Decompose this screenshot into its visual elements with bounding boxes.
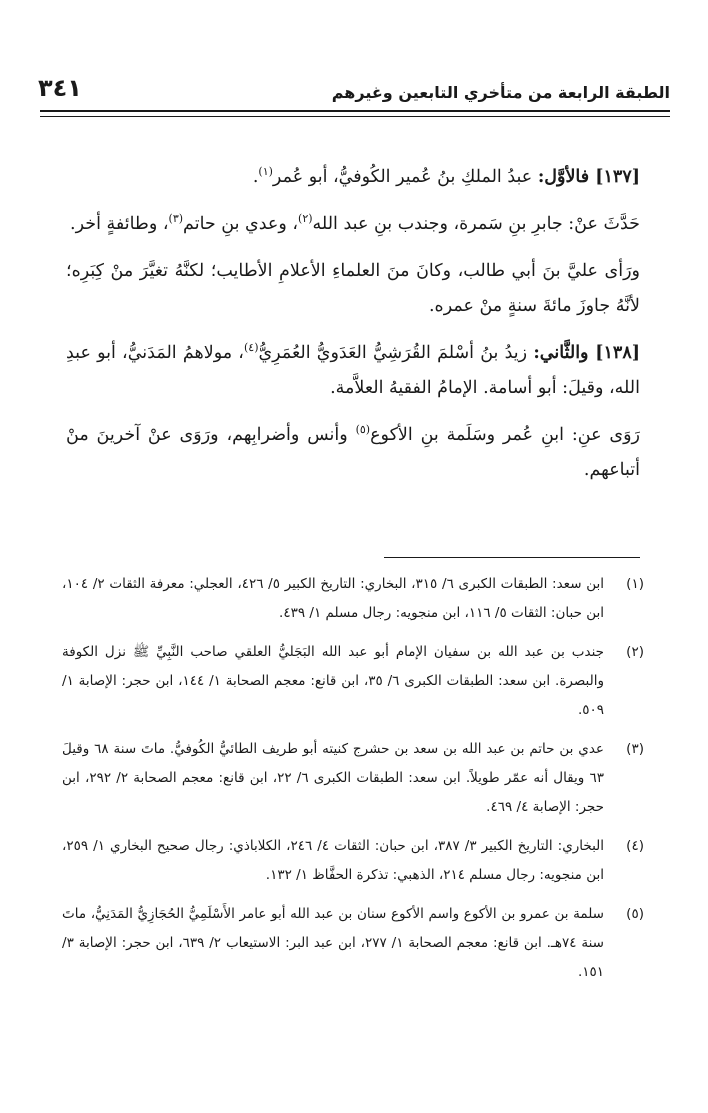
footnote-text: البخاري: التاريخ الكبير ٣/ ٣٨٧، ابن حبان: الثقات ٤/ ٢٤٦، الكلاباذي: رجال صحيح البخاري ١/ ٢٥٩، ابن منجويه: رجال مسلم ٢١٤، الذهبي: تذكرة الحفَّاظ ١/ ١٣٢. [62,838,605,883]
entry-138-heading [66,336,640,406]
footnote-text: جندب بن عبد الله بن سفيان الإمام أبو عبد الله البَجَليُّ العلقي صاحب النَّبِيِّ ﷺ نزل الكوفة والبصرة. ابن سعد: الطبقات الكبرى ٦/ ٣٥، ابن قانع: معجم الصحابة ١/ ١٤٤، ابن حجر: الإصابة ١/ ٥٠٩. [62,644,605,718]
text-run: رَوَى عنِ: ابنِ عُمر وسَلَمة بنِ الأكوع [370,425,640,445]
text-run: ، وعدي بنِ حاتم [183,214,299,234]
entry-number: [١٣٧] فالأوَّل: [537,167,640,187]
footnote-separator [384,557,640,558]
footnote-1 [62,570,644,628]
footnote-number: (٢) [626,644,644,660]
footnote-number: (٣) [626,741,644,757]
footnote-text: ابن سعد: الطبقات الكبرى ٦/ ٣١٥، البخاري: التاريخ الكبير ٥/ ٤٢٦، العجلي: معرفة الثقات ٢/ ١٠٤، ابن حبان: الثقات ٥/ ١١٦، ابن منجويه: رجال مسلم ١/ ٤٣٩. [62,576,604,621]
footnotes [62,570,644,997]
text-run: حَدَّثَ عنْ: جابرِ بنِ سَمرة، وجندب بنِ عبد الله [312,214,640,234]
footnote-number: (٥) [626,906,644,922]
entry-name: زيدُ بنُ أسْلمَ القُرَشِيُّ العَدَويُّ العُمَرِيُّ [258,343,528,363]
text-run: ورَأى عليَّ بنَ أبي طالب، وكانَ منَ العلماءِ الأعلامِ الأطايب؛ لكنَّهُ تغيَّرَ منْ كِبَرِه؛ لأنَّهُ جاوزَ مائةَ سنةٍ منْ عمره. [66,261,640,316]
page-number: ٣٤١ [38,74,82,102]
footnote-ref: (٢) [298,212,313,226]
footnote-ref: (٣) [168,212,184,226]
main-text [66,160,640,500]
header-rule [40,110,670,117]
footnote-ref: (٤) [243,341,259,355]
running-head [38,66,670,106]
entry-137-narrators [66,207,640,242]
footnote-ref: (١) [258,165,273,179]
entry-name: عبدُ الملكِ بنُ عُمير الكُوفيُّ، أبو عُمر [272,167,533,187]
footnote-5 [62,900,644,987]
footnote-2 [62,638,644,725]
footnote-text: عدي بن حاتم بن عبد الله بن سعد بن حشرج كنيته أبو طريف الطائيُّ الكُوفيُّ. ماتَ سنة ٦٨ وقيلَ ٦٣ ويقال أنه عمّر طويلاً. ابن سعد: الطبقات الكبرى ٦/ ٢٢، ابن قانع: معجم الصحابة ٢/ ٢٩٢، ابن حجر: الإصابة ٤/ ٤٦٩. [62,741,604,815]
footnote-4 [62,832,644,890]
entry-name-end: . [252,167,259,187]
entry-137-heading [66,160,640,195]
running-title: الطبقة الرابعة من متأخري التابعين وغيرهم [331,83,670,102]
footnote-text: سلمة بن عمرو بن الأكوع واسم الأكوع سنان بن عبد الله أبو عامر الأَسْلَمِيُّ الحُجَازِيُّ المَدَنِيُّ، ماتَ سنة ٧٤هـ. ابن قانع: معجم الصحابة ١/ ٢٧٧، ابن عبد البر: الاستيعاب ٢/ ٦٣٩، ابن حجر: الإصابة ٣/ ١٥١. [62,906,604,980]
footnote-number: (١) [626,576,644,592]
footnote-3 [62,735,644,822]
entry-138-narrators [66,418,640,488]
text-run: ، وطائفةٍ أخر. [70,214,169,234]
footnote-ref: (٥) [355,423,371,437]
footnote-number: (٤) [626,838,644,854]
text-run: وأنس وأضرابِهم، ورَوَى عنْ آخرينَ منْ أتباعهم. [66,425,640,480]
entry-name-end: ، مولاهمُ المَدَنيُّ، أبو عبدِ الله، وقيلَ: أبو أسامة. الإمامُ الفقيهُ العلاَّمة. [66,343,640,398]
entry-137-biography [66,254,640,324]
entry-number: [١٣٨] والثَّاني: [533,343,640,363]
